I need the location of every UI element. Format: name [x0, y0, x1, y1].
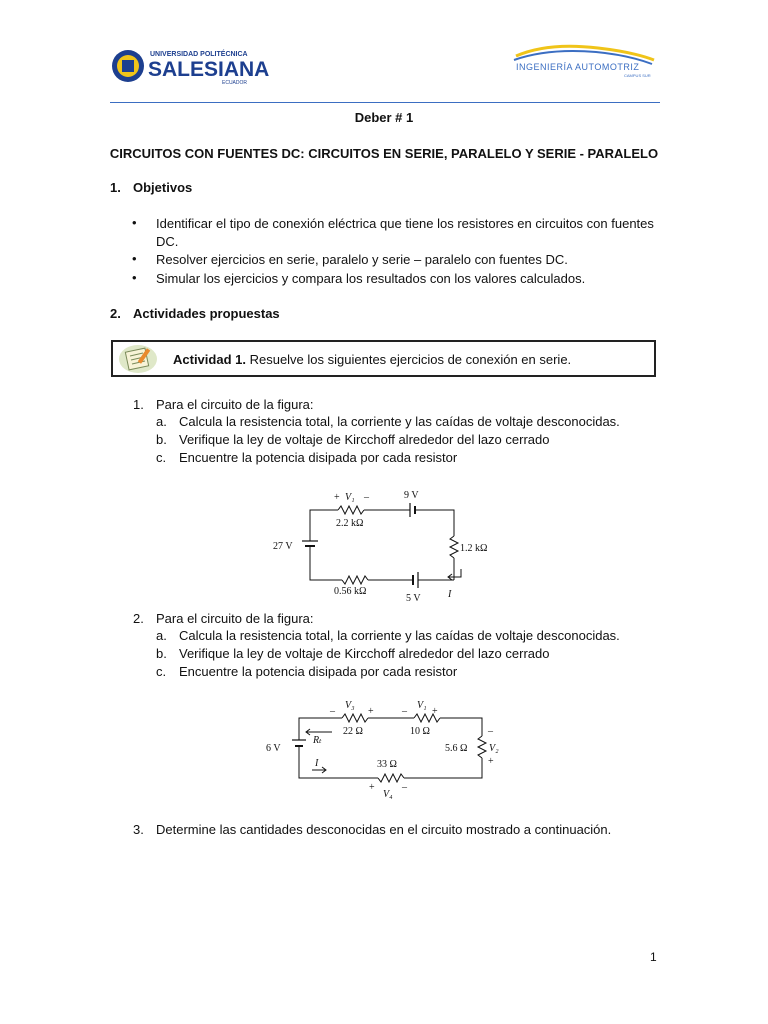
c1-v1-label: V₁: [345, 492, 355, 503]
document-title: Deber # 1: [354, 110, 414, 125]
objective-item: Simular los ejercicios y compara los resultados con los valores calculados.: [156, 271, 586, 286]
c2-source-label: 6 V: [266, 743, 281, 754]
section2-heading: Actividades propuestas: [133, 306, 280, 321]
bullet-icon: •: [132, 270, 137, 285]
problem1-item: Calcula la resistencia total, la corriente y las caídas de voltaje desconocidas.: [179, 414, 620, 429]
c1-bat-top-label: 9 V: [404, 490, 419, 501]
notepad-pencil-icon: [118, 344, 158, 374]
c1-r1-label: 2.2 kΩ: [336, 518, 364, 529]
logo-right-line2: CAMPUS SUR: [624, 73, 651, 78]
university-logo: [110, 45, 270, 87]
page-number: 1: [650, 950, 657, 964]
problem2-item-letter: b.: [156, 646, 167, 661]
activity-label: Actividad 1.: [173, 352, 246, 367]
c2-v1-label: V₁: [417, 700, 427, 711]
c2-v2-plus: +: [488, 756, 494, 767]
c2-current-label: I: [315, 758, 319, 769]
bullet-icon: •: [132, 215, 137, 230]
problem1-item: Verifique la ley de voltaje de Kircchoff alrededor del lazo cerrado: [179, 432, 550, 447]
c2-v4-plus: +: [369, 782, 375, 793]
c2-v3-label: V₃: [345, 700, 355, 711]
c1-bat-left-label: 27 V: [273, 541, 293, 552]
circuit-diagram-1: [268, 484, 498, 604]
problem2-item: Encuentre la potencia disipada por cada resistor: [179, 664, 458, 679]
c1-bat-bottom-label: 5 V: [406, 593, 421, 604]
c1-current-label: I: [448, 589, 452, 600]
c2-r10-label: 10 Ω: [410, 726, 430, 737]
problem2-item: Verifique la ley de voltaje de Kircchoff alrededor del lazo cerrado: [179, 646, 550, 661]
c2-r22-label: 22 Ω: [343, 726, 363, 737]
problem2-number: 2.: [133, 611, 144, 626]
circuit-diagram-2: [262, 696, 508, 800]
activity-text: Resuelve los siguientes ejercicios de conexión en serie.: [249, 352, 572, 367]
problem1-number: 1.: [133, 397, 144, 412]
c2-v3-plus: +: [368, 706, 374, 717]
header-divider: [110, 102, 660, 103]
c1-v1-plus: +: [334, 492, 340, 503]
c2-r56-label: 5.6 Ω: [445, 743, 468, 754]
objective-item: Identificar el tipo de conexión eléctrica que tiene los resistores en circuitos con fuentes: [156, 216, 654, 231]
c2-v4-minus: –: [402, 782, 407, 793]
logo-line2: SALESIANA: [148, 58, 270, 81]
objective-item-continuation: DC.: [156, 234, 179, 249]
c2-r33-label: 33 Ω: [377, 759, 397, 770]
problem2-intro: Para el circuito de la figura:: [156, 611, 314, 626]
problem3-number: 3.: [133, 822, 144, 837]
logo-right-line1: INGENIERÍA AUTOMOTRIZ: [516, 62, 640, 72]
c2-v2-label: V₂: [489, 743, 499, 754]
problem3-text: Determine las cantidades desconocidas en el circuito mostrado a continuación.: [156, 822, 612, 837]
objective-item: Resolver ejercicios en serie, paralelo y serie – paralelo con fuentes DC.: [156, 252, 568, 267]
automotive-engineering-logo: [508, 44, 658, 80]
problem1-item-letter: a.: [156, 414, 167, 429]
problem1-intro: Para el circuito de la figura:: [156, 397, 314, 412]
section1-number: 1.: [110, 180, 121, 195]
bullet-icon: •: [132, 251, 137, 266]
problem2-item: Calcula la resistencia total, la corriente y las caídas de voltaje desconocidas.: [179, 628, 620, 643]
c2-v1-plus: +: [432, 706, 438, 717]
logo-line1: UNIVERSIDAD POLITÉCNICA: [150, 51, 248, 58]
section1-heading: Objetivos: [133, 180, 193, 195]
c2-rt-label: Rₜ: [313, 735, 322, 746]
document-subtitle: CIRCUITOS CON FUENTES DC: CIRCUITOS EN SERIE, PARALELO Y SERIE - PARALELO: [109, 146, 659, 161]
c2-v2-minus: –: [488, 726, 493, 737]
problem2-item-letter: a.: [156, 628, 167, 643]
activity-description: [173, 351, 571, 369]
problem2-item-letter: c.: [156, 664, 167, 679]
c2-v4-label: V₄: [383, 789, 393, 800]
problem1-item-letter: c.: [156, 450, 167, 465]
c2-v3-minus: –: [330, 706, 335, 717]
c1-v1-minus: –: [364, 492, 369, 503]
c1-r-right-label: 1.2 kΩ: [460, 543, 488, 554]
problem1-item: Encuentre la potencia disipada por cada resistor: [179, 450, 458, 465]
c2-v1-minus: –: [402, 706, 407, 717]
activity-box: [111, 340, 656, 377]
problem1-item-letter: b.: [156, 432, 167, 447]
logo-line3: ECUADOR: [222, 80, 248, 86]
c1-r-bottom-label: 0.56 kΩ: [334, 586, 367, 597]
section2-number: 2.: [110, 306, 121, 321]
